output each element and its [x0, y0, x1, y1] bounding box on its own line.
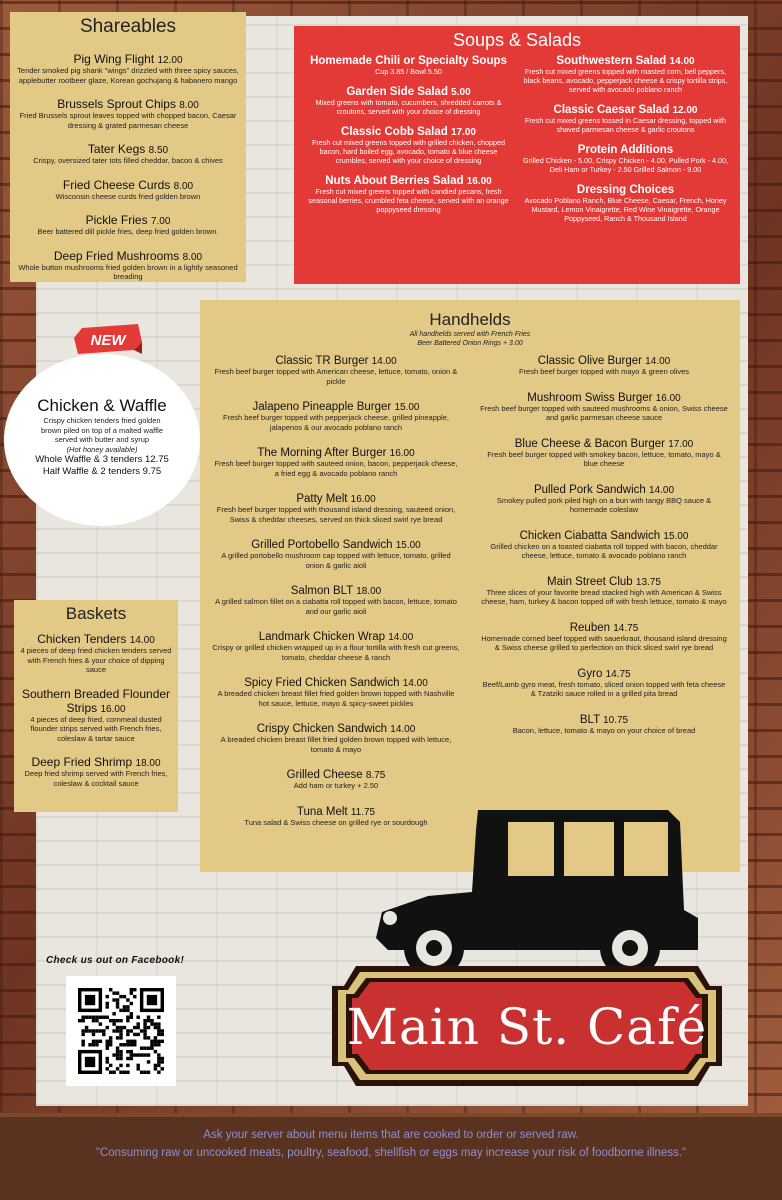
menu-item [476, 392, 732, 423]
menu-item-price: 17.00 [668, 438, 694, 450]
soups-right-column [517, 45, 734, 223]
menu-item [208, 677, 464, 708]
menu-item-name [208, 677, 464, 689]
menu-item-title: Fried Cheese Curds [62, 177, 171, 192]
menu-item-price: 15.00 [394, 402, 420, 413]
menu-item-name [476, 714, 732, 726]
menu-item-price: 14.00 [390, 724, 416, 735]
menu-item-price: 8.00 [173, 180, 194, 192]
menu-item-name [476, 355, 732, 367]
handhelds-panel [200, 300, 740, 872]
menu-item-title: Classic Caesar Salad [553, 104, 670, 116]
menu-item-description: Whole button mushrooms fried golden brown in a lightly seasoned breading [18, 262, 238, 281]
menu-item-price: 11.75 [350, 806, 376, 818]
menu-item-price: 16.00 [655, 392, 681, 404]
menu-item-description: Crispy, oversized tater tots filled cheddar, bacon & chives [33, 156, 223, 165]
menu-item-name [300, 55, 517, 67]
menu-item [476, 484, 732, 515]
menu-item-title: Tater Kegs [87, 142, 146, 156]
chicken-waffle-special [4, 354, 200, 526]
menu-item-title: Classic Cobb Salad [341, 126, 448, 138]
menu-item-description: Beef/Lamb gyro meat, fresh tomato, sliced onion topped with feta cheese & Tzatziki sauce rolled in a grilled pita bread [482, 679, 726, 698]
shareables-list [10, 52, 246, 282]
menu-item-price: 7.00 [150, 216, 171, 227]
new-badge [72, 320, 142, 358]
menu-item [10, 52, 246, 85]
menu-item [208, 539, 464, 570]
menu-item-title: Classic TR Burger [275, 355, 369, 367]
menu-item-name [476, 484, 732, 496]
menu-item-description: Fresh beef burger topped with sauteed mushrooms & onion, Swiss cheese and garlic parmesan cheese sauce [480, 403, 728, 422]
menu-item-price: 16.00 [389, 448, 415, 459]
menu-item-name [208, 355, 464, 367]
menu-item-name [476, 668, 732, 680]
menu-item-name [208, 769, 464, 781]
menu-item-price: 14.00 [371, 356, 397, 367]
menu-item-name [10, 142, 246, 156]
menu-item-description: Grilled chicken on a toasted ciabatta roll topped with bacon, cheddar cheese, lettuce, tomato & avocado poblano ranch [490, 541, 718, 560]
menu-item [476, 622, 732, 653]
footer-cooked-to-order-note: Ask your server about menu items that are cooked to order or served raw. [203, 1129, 579, 1141]
menu-item-name [14, 755, 178, 769]
menu-item-title: Southwestern Salad [556, 55, 667, 67]
menu-item [208, 723, 464, 754]
menu-item [517, 144, 734, 174]
menu-item [208, 631, 464, 662]
menu-item-name [300, 175, 517, 187]
special-option-whole: Whole Waffle & 3 tenders 12.75 [35, 454, 169, 465]
menu-item-description: Fresh cut mixed greens tossed in Caesar dressing, topped with shaved parmesan cheese & garlic croutons [525, 116, 726, 134]
menu-item-price: 10.75 [603, 714, 629, 726]
menu-item [208, 355, 464, 386]
menu-item-name [208, 447, 464, 459]
menu-item [517, 55, 734, 94]
menu-item-description: Fresh cut mixed greens topped with candied pecans, fresh seasonal berries, crumbled feta cheese, served with an orange poppyseed dressing [308, 187, 509, 214]
menu-item-name [476, 530, 732, 542]
menu-item-description: Bacon, lettuce, tomato & mayo on your choice of bread [512, 725, 696, 735]
menu-item-title: The Morning After Burger [257, 447, 387, 459]
menu-item-name [476, 438, 732, 450]
menu-item [476, 714, 732, 736]
vintage-car-illustration [368, 800, 698, 980]
menu-item-name [10, 213, 246, 227]
qr-code-icon [78, 988, 164, 1074]
menu-item-price: 8.50 [148, 145, 169, 156]
menu-item-description: Fresh beef burger topped with pepperjack cheese, grilled pineapple, jalapenos & our avocado poblano ranch [223, 413, 449, 432]
menu-item-description: Beer battered dill pickle fries, deep fried golden brown. [37, 227, 219, 236]
facebook-qr-code[interactable] [66, 976, 176, 1086]
menu-item-description: Deep fried shrimp served with French fries, coleslaw & cocktail sauce [24, 769, 168, 788]
menu-item-description: Fresh beef burger topped with mayo & green olives [518, 367, 690, 376]
main-st-cafe-sign [332, 962, 722, 1090]
menu-item-title: BLT [579, 713, 600, 726]
menu-item [517, 104, 734, 134]
soups-salads-title: Soups & Salads [452, 30, 582, 50]
menu-item-name [517, 184, 734, 196]
menu-item [300, 86, 517, 116]
menu-item-name [208, 585, 464, 597]
menu-item-description: Mixed greens with tomato, cucumbers, shredded carrots & croutons, served with your choice of dressing [315, 98, 502, 116]
menu-item-price: 14.00 [649, 484, 675, 496]
menu-item-title: Gyro [577, 667, 603, 680]
menu-item [10, 178, 246, 202]
menu-item [208, 447, 464, 478]
menu-item-description: 4 pieces of deep fried chicken tenders served with French fries & your choice of dipping sauce [20, 646, 172, 674]
menu-item-price: 8.00 [182, 251, 203, 263]
menu-item-name [208, 539, 464, 551]
menu-item-price: 14.00 [402, 678, 428, 689]
menu-item-price: 14.00 [129, 635, 155, 646]
menu-item [208, 585, 464, 616]
menu-item-description: Grilled Chicken - 5.00, Crispy Chicken - 4.00, Pulled Pork - 4.00, Deli Ham or Turkey - 2.50 Grilled Salmon - 9.00 [523, 156, 728, 174]
menu-item-price: 8.75 [365, 770, 386, 781]
menu-item-description: Tender smoked pig shank "wings" drizzled with three spicy sauces, applebutter rootbeer glaze, Korean gochujang & habanero mango [17, 66, 239, 85]
menu-item [10, 249, 246, 282]
footer-disclaimer [0, 1113, 782, 1200]
menu-item-price: 14.75 [613, 622, 639, 634]
menu-item-title: Spicy Fried Chicken Sandwich [244, 677, 400, 689]
handhelds-title: Handhelds [429, 310, 511, 329]
menu-item [476, 530, 732, 561]
menu-item [300, 55, 517, 76]
menu-item-description: A breaded chicken breast fillet fried golden brown topped with Nashville hot sauce, lettuce, mayo & spicy-sweet pickles [217, 689, 455, 708]
menu-item-name [208, 631, 464, 643]
menu-item-title: Patty Melt [296, 493, 348, 505]
handhelds-right-column [470, 340, 732, 827]
menu-item-price: 12.00 [672, 105, 698, 116]
menu-item-name [300, 126, 517, 138]
menu-item [517, 184, 734, 223]
menu-item-name [14, 687, 178, 715]
menu-item-description: Fresh cut mixed greens topped with roasted corn, bell peppers, black beans, avocado, pepperjack cheese & crispy tortilla strips, served with avocado poblano ranch [523, 67, 728, 94]
menu-item-title: Protein Additions [577, 144, 674, 156]
menu-item-price: 16.00 [466, 176, 492, 187]
handhelds-note-onion-rings: Beer Battered Onion Rings + 3.00 [417, 340, 523, 347]
menu-item-name [10, 178, 246, 192]
baskets-list [14, 632, 178, 788]
menu-item-title: Reuben [569, 621, 611, 634]
menu-item-title: Tuna Melt [296, 805, 348, 818]
menu-item-name [476, 392, 732, 404]
menu-item-price: 5.00 [451, 87, 471, 98]
menu-item-title: Dressing Choices [576, 184, 675, 196]
menu-item-description: Tuna salad & Swiss cheese on grilled rye or sourdough [244, 817, 428, 827]
menu-item-price: 8.00 [179, 100, 199, 111]
menu-item [10, 213, 246, 237]
menu-item-price: 16.00 [100, 703, 126, 715]
menu-item-description: A breaded chicken breast fillet fried golden brown topped with lettuce, tomato & mayo [220, 735, 452, 754]
menu-item-title: Deep Fried Mushrooms [53, 248, 180, 263]
menu-item-title: Main Street Club [547, 575, 633, 588]
menu-item-description: Avocado Poblano Ranch, Blue Cheese, Caesar, French, Honey Mustard, Lemon Vinaigrette, Red Wine Vinaigrette, Orange Poppyseed, Ranch & Thousand Island [524, 196, 727, 223]
menu-item-title: Chicken Ciabatta Sandwich [519, 529, 661, 542]
new-badge-label: NEW [90, 332, 126, 349]
menu-item-description: A grilled portobello mushroom cap topped with lettuce, tomato, grilled onion & garlic aioli [221, 551, 451, 570]
menu-item-title: Landmark Chicken Wrap [258, 631, 386, 643]
menu-item-name [208, 493, 464, 505]
menu-item-title: Salmon BLT [290, 585, 353, 597]
menu-item-title: Pig Wing Flight [73, 52, 155, 66]
facebook-callout: Check us out on Facebook! [46, 955, 185, 966]
menu-item [476, 576, 732, 607]
menu-item-name [10, 97, 246, 111]
menu-item-title: Pickle Fries [85, 213, 148, 227]
menu-item-description: Fresh beef burger topped with American cheese, lettuce, tomato, onion & pickle [214, 367, 458, 386]
menu-item-price: 17.00 [450, 127, 476, 138]
menu-item [208, 401, 464, 432]
special-desc: Crispy chicken tenders fried golden brown piled on top of a malted waffle served with butter and syrup [40, 416, 164, 444]
menu-item-name [10, 52, 246, 66]
soups-salads-panel [294, 26, 740, 284]
menu-item-price: 18.00 [135, 758, 161, 769]
menu-item-name [300, 86, 517, 98]
menu-item-title: Garden Side Salad [346, 86, 448, 98]
menu-item-name [517, 55, 734, 67]
menu-item [208, 493, 464, 524]
menu-item [14, 632, 178, 675]
menu-item-description: Fresh cut mixed greens topped with grilled chicken, chopped bacon, hard boiled egg, avocado, tomato & blue cheese crumbles, served with your choice of dressing [312, 138, 505, 165]
menu-item-description: Three slices of your favorite bread stacked high with American & Swiss cheese, ham, turkey & bacon topped off with fresh lettuce, tomato & mayo [481, 587, 727, 606]
handhelds-left-column [208, 340, 470, 827]
menu-item-title: Pulled Pork Sandwich [533, 483, 646, 496]
menu-item-price: 13.75 [635, 576, 661, 588]
menu-item-price: 16.00 [350, 494, 376, 505]
menu-item-price: 14.00 [388, 632, 414, 643]
menu-item-title: Crispy Chicken Sandwich [256, 723, 388, 735]
menu-item-name [208, 723, 464, 735]
shareables-title: Shareables [79, 16, 177, 37]
menu-item-price: 14.75 [605, 668, 631, 680]
menu-item [300, 126, 517, 165]
menu-item [14, 755, 178, 788]
menu-item-name [14, 632, 178, 646]
menu-item-description: A grilled salmon fillet on a ciabatta roll topped with bacon, lettuce, tomato and our garlic aioli [215, 597, 457, 616]
menu-item-title: Jalapeno Pineapple Burger [252, 401, 392, 413]
menu-item [476, 668, 732, 699]
menu-item-title: Southern Breaded Flounder Strips [21, 686, 171, 715]
menu-item-description: Fresh beef burger topped with sauteed onion, bacon, pepperjack cheese, a fried egg & avocado poblano ranch [214, 459, 458, 478]
shareables-panel [10, 12, 246, 282]
menu-item-description: Smokey pulled pork piled high on a bun with tangy BBQ sauce & homemade coleslaw [496, 495, 712, 514]
menu-item-price: 12.00 [157, 55, 183, 66]
menu-item-description: Crispy or grilled chicken wrapped up in a flour tortilla with fresh cut greens, tomato, cheddar cheese & ranch [212, 643, 460, 662]
menu-item [10, 97, 246, 130]
handhelds-note-fries: All handhelds served with French Fries [409, 331, 531, 338]
menu-item [300, 175, 517, 214]
brand-logo-text: Main St. Café [346, 998, 708, 1056]
menu-item-title: Chicken Tenders [37, 632, 127, 646]
menu-item-description: Fresh beef burger topped with smokey bacon, lettuce, tomato, mayo & blue cheese [487, 449, 721, 468]
menu-item-title: Grilled Portobello Sandwich [251, 539, 393, 551]
menu-item-price: 14.00 [645, 356, 671, 367]
menu-item [476, 438, 732, 469]
menu-item [14, 687, 178, 744]
menu-item-title: Brussels Sprout Chips [57, 97, 176, 111]
special-note: (Hot honey available) [66, 444, 138, 454]
menu-item-price: 18.00 [356, 586, 382, 597]
menu-item-name [517, 104, 734, 116]
menu-item-name [517, 144, 734, 156]
menu-item-price: 14.00 [669, 56, 695, 67]
menu-item [476, 355, 732, 377]
menu-item-description: Cup 3.85 / Bowl 5.50 [375, 67, 442, 76]
menu-item-name [10, 249, 246, 263]
menu-item [10, 142, 246, 166]
menu-item-description: 4 pieces of deep fried, cornmeal dusted flounder strips served with French fries, coleslaw & tartar sauce [30, 714, 162, 743]
menu-item-title: Blue Cheese & Bacon Burger [514, 437, 665, 450]
menu-item-name [476, 622, 732, 634]
menu-item-description: Fresh beef burger topped with thousand island dressing, sauteed onion, Swiss & cheddar cheeses, served on thick sliced swirl rye bread [216, 505, 456, 524]
menu-item-description: Wisconsin cheese curds fried golden brown [55, 191, 201, 201]
menu-item-description: Homemade corned beef topped with sauerkraut, thousand island dressing & Swiss cheese grilled to perfection on thick sliced swirl rye bread [481, 633, 727, 652]
menu-item-name [476, 576, 732, 588]
menu-item-price: 15.00 [395, 540, 421, 551]
menu-item-description: Fried Brussels sprout leaves topped with chopped bacon, Caesar dressing & grated parmesan cheese [19, 111, 237, 130]
footer-foodborne-warning: "Consuming raw or uncooked meats, poultry, seafood, shellfish or eggs may increase your risk of foodborne illness." [95, 1147, 687, 1159]
menu-item-description: Add ham or turkey + 2.50 [293, 781, 379, 790]
menu-item [208, 769, 464, 791]
menu-item-title: Homemade Chili or Specialty Soups [310, 55, 507, 67]
menu-item-title: Mushroom Swiss Burger [527, 391, 653, 404]
menu-item-name [208, 401, 464, 413]
soups-left-column [300, 45, 517, 223]
menu-item-price: 15.00 [663, 530, 689, 542]
special-option-half: Half Waffle & 2 tenders 9.75 [42, 466, 162, 477]
menu-item-title: Deep Fried Shrimp [31, 755, 133, 769]
menu-item-title: Grilled Cheese [286, 769, 363, 781]
baskets-title: Baskets [65, 604, 127, 623]
menu-item-title: Classic Olive Burger [537, 355, 642, 367]
baskets-panel [14, 600, 178, 812]
special-name: Chicken & Waffle [37, 396, 167, 415]
menu-item-title: Nuts About Berries Salad [325, 175, 464, 187]
